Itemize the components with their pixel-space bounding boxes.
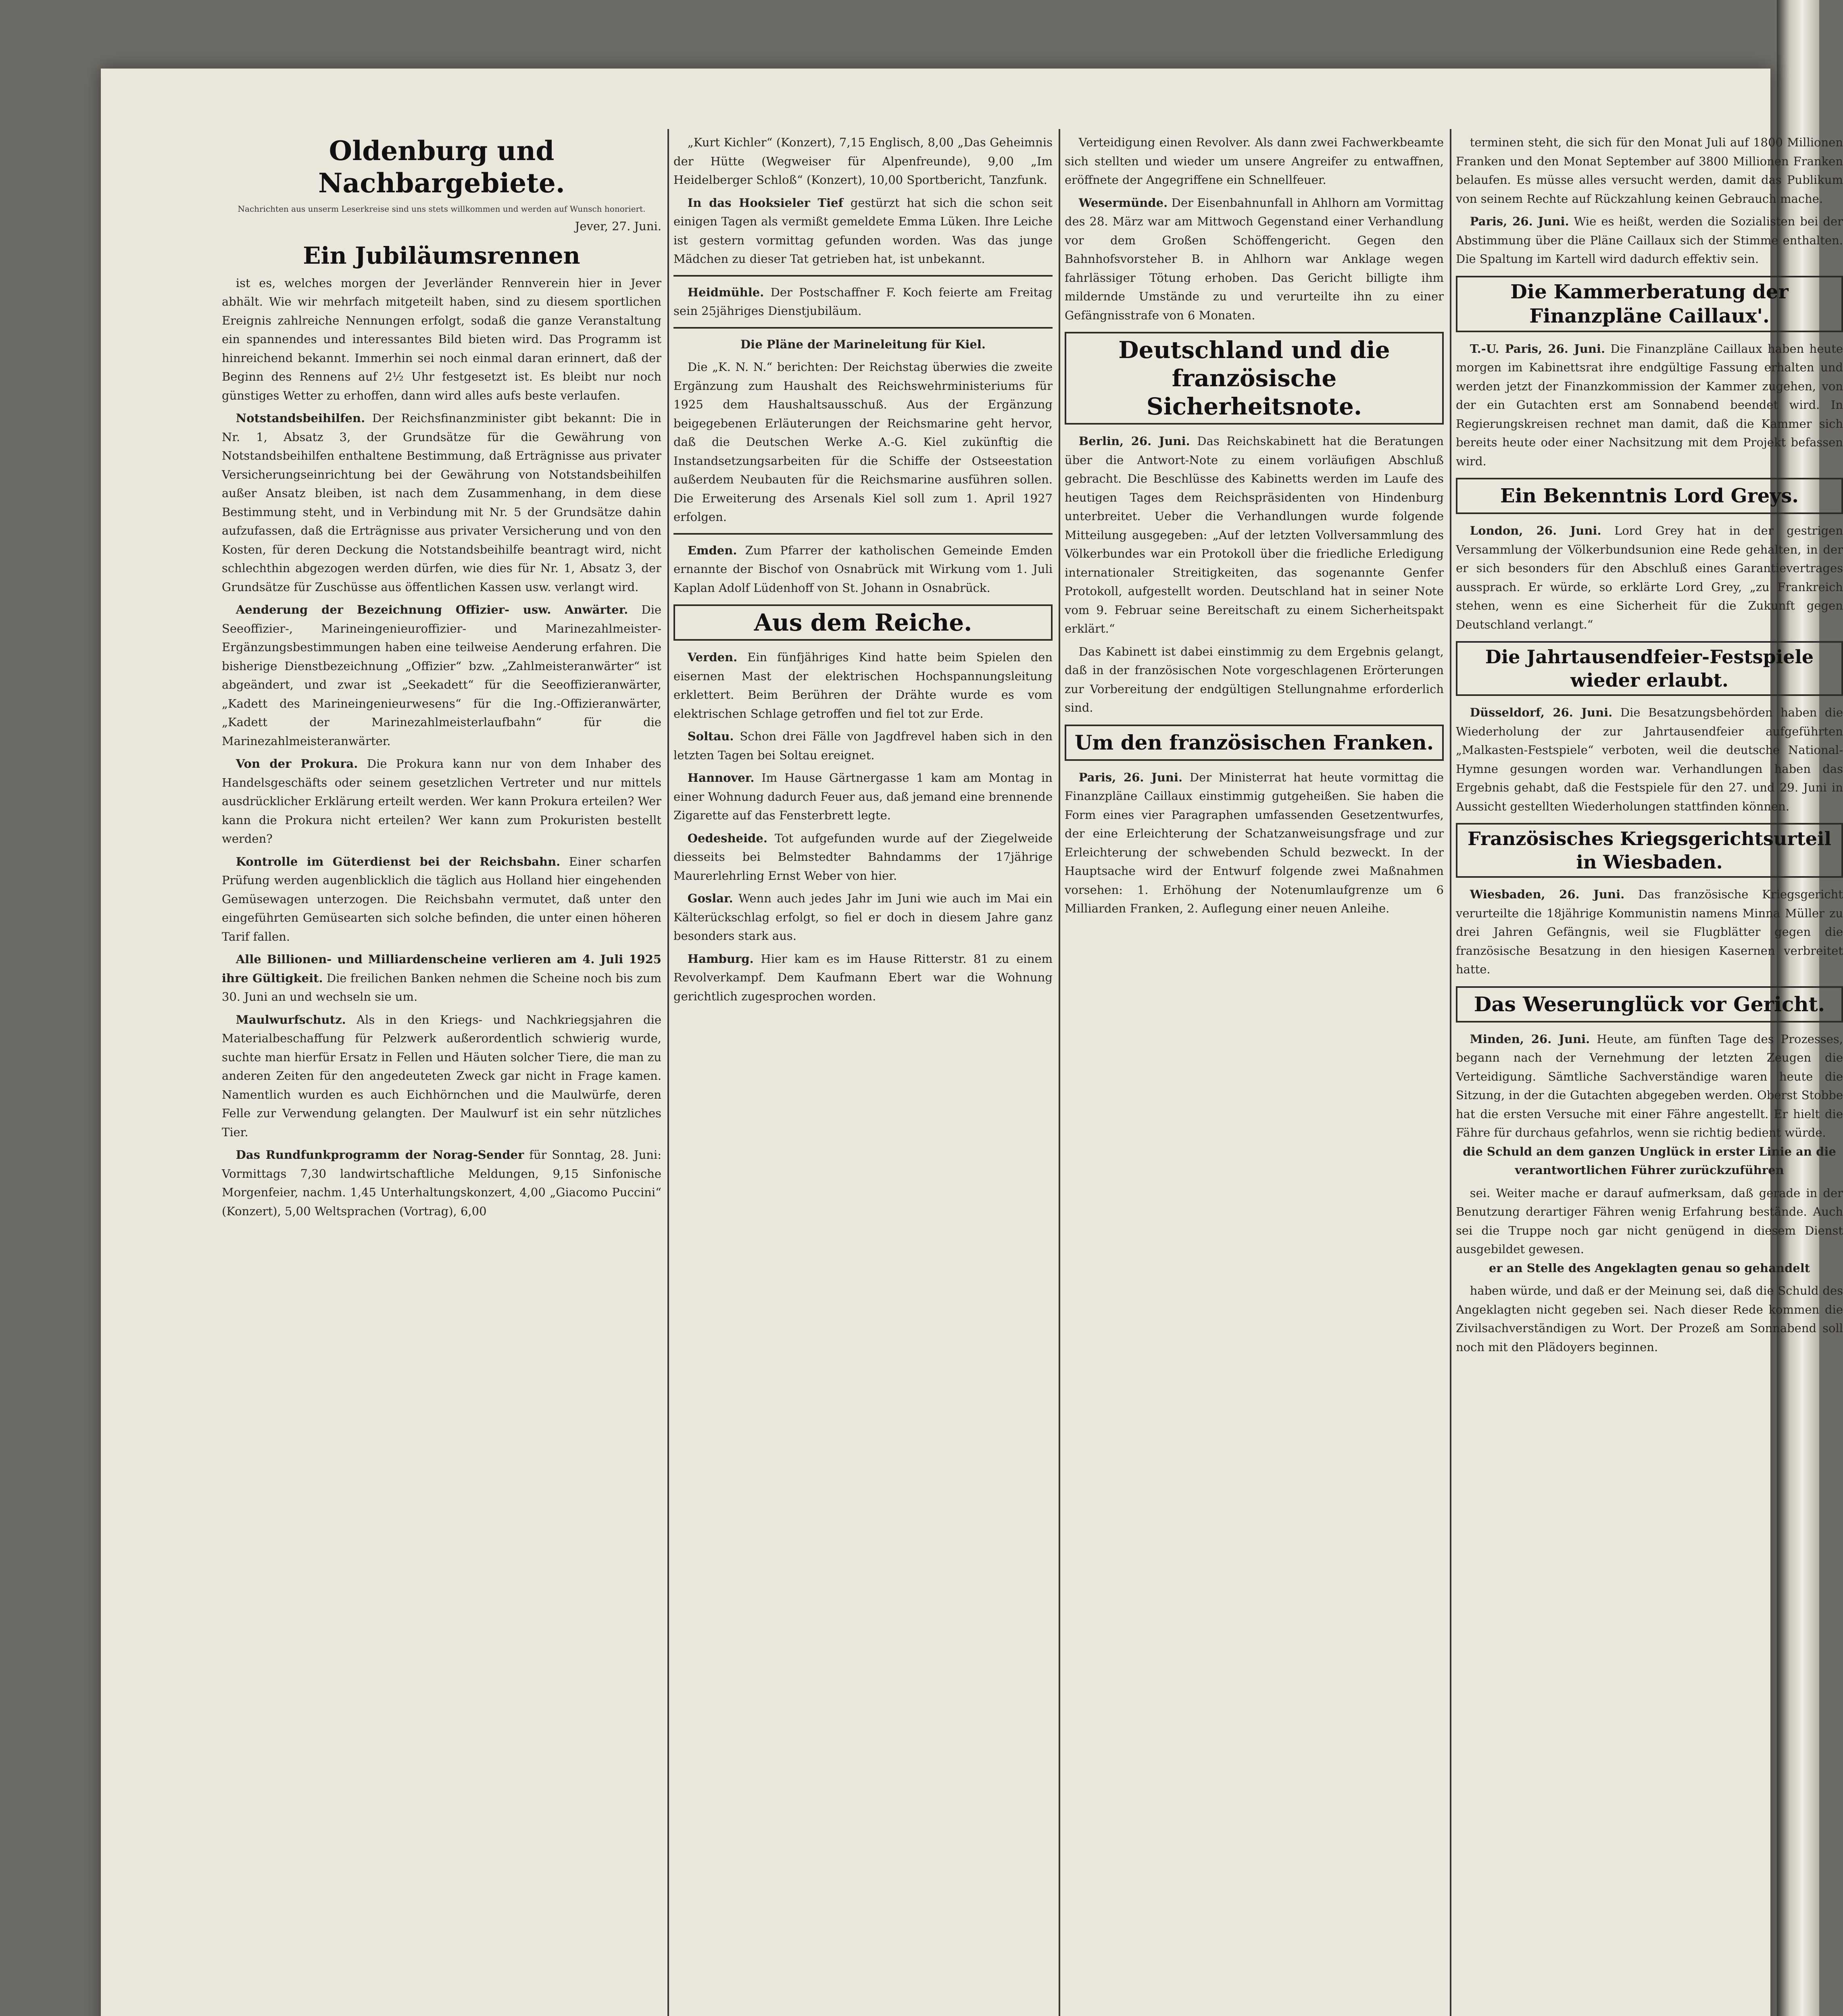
item-text: Im Hause Gärtnergasse 1 kam am Montag in einer Wohnung dadurch Feuer aus, daß jemand eine brennende Zigarette auf das Fensterbrett legte. bbox=[673, 771, 1053, 822]
news-item bbox=[1456, 1030, 1843, 1142]
item-title: Von der Prokura. bbox=[236, 757, 358, 771]
article-text: haben würde, und daß er der Meinung sei, daß die Schuld des Angeklagten nicht gegeben sei. Nach dieser Rede kommen die Zivilsachverständigen zu Wort. Der Prozeß am Sonnabend soll noch mit den Plädoyers beginnen. bbox=[1456, 1284, 1843, 1354]
article-text: Verteidigung einen Revolver. Als dann zwei Fachwerkbeamte sich stellten und wieder um unsere Angreifer zu entwaffnen, eröffnete der Angegriffene ein Schnellfeuer. bbox=[1065, 135, 1444, 187]
section-title: Ein Bekenntnis Lord Greys. bbox=[1500, 485, 1799, 507]
section-title-box bbox=[1065, 725, 1444, 761]
column-2 bbox=[673, 129, 1053, 2016]
article-text: terminen steht, die sich für den Monat Juli auf 1800 Millionen Franken und den Monat September auf 3800 Millionen Franken belaufen. Es müsse alles versucht werden, damit das Publikum von seinem Rechte auf Rückzahlung keinen Gebrauch mache. bbox=[1456, 135, 1843, 206]
item-text: Schon drei Fälle von Jagdfrevel haben sich in den letzten Tagen bei Soltau ereignet. bbox=[673, 729, 1053, 762]
item-text: Die Seeoffizier-, Marineingenieuroffizier- und Marinezahlmeister-Ergänzungsbestimmungen haben eine teilweise Aenderung erfahren. Die bisherige Dienstbezeichnung „Offizier“ bzw. „Zahlmeisteranwärter“ ist abgeändert, und zwar ist „Seekadett“ für die Seeoffizieranwärter, „Kadett des Marineingenieurwesens“ für die Ing.-Offizieranwärter, „Kadett der Marinezahlmeisterlaufbahn“ für die Marinezahlmeisteranwärter. bbox=[222, 603, 662, 748]
section-title-box bbox=[673, 604, 1053, 641]
emphasis-line: die Schuld an dem ganzen Unglück in erster Linie an die verantwortlichen Führer zurückzuführen bbox=[1463, 1144, 1836, 1177]
section-masthead: Oldenburg und Nachbargebiete. bbox=[318, 135, 565, 199]
news-item bbox=[1065, 432, 1444, 638]
section-title-box bbox=[1456, 478, 1843, 514]
article-text: Die „K. N. N.“ berichten: Der Reichstag überwies die zweite Ergänzung zum Haushalt des Reichswehrministeriums für 1925 dem Haushaltsausschuß. Aus der Ergänzung beigegebenen Erläuterungen der Reichsmarine geht hervor, daß die Deutschen Werke A.-G. Kiel zukünftig die Instandsetzungsarbeiten für die Schiffe der Ostseestation außerdem Neubauten für die Reichsmarine ausführen sollen. Die Erweiterung des Arsenals Kiel soll zum 1. April 1927 erfolgen. bbox=[673, 360, 1053, 524]
section-title: Aus dem Reiche. bbox=[754, 609, 972, 636]
column-rule bbox=[1450, 129, 1451, 2016]
column-4 bbox=[1456, 129, 1843, 2016]
item-title: Emden. bbox=[687, 543, 737, 557]
item-title: Maulwurfschutz. bbox=[236, 1012, 346, 1027]
item-text: Ein fünfjähriges Kind hatte beim Spielen den eisernen Mast der elektrischen Hochspannungsleitung erklettert. Beim Berühren der Drähte wurde es vom elektrischen Schlage getroffen und fiel tot zur Erde. bbox=[673, 650, 1053, 721]
separator bbox=[673, 327, 1053, 329]
column-rule bbox=[1059, 129, 1060, 2016]
item-text: Lord Grey hat in der gestrigen Versammlung der Völkerbundsunion eine Rede gehalten, in der er sich besonders für den Abschluß eines Garantievertrages aussprach. Er würde, so erklärte Lord Grey, „zu Frankreich stehen, wenn es eine Sicherheit für die Zukunft gegen Deutschland verlangt.“ bbox=[1456, 524, 1843, 631]
news-item bbox=[1456, 339, 1843, 471]
news-item bbox=[222, 600, 661, 750]
item-text: Die Finanzpläne Caillaux haben heute morgen im Kabinettsrat ihre endgültige Fassung erhalten und werden jetzt der Finanzkommission der Kammer zugehen, von der ein Gutachten erst am Sonnabend beendet wird. In Regierungskreisen rechnet man damit, daß die Kammer sich bereits heute oder einer Nachsitzung mit dem Projekt befassen wird. bbox=[1456, 342, 1843, 468]
item-text: Zum Pfarrer der katholischen Gemeinde Emden ernannte der Bischof von Osnabrück mit Wirkung vom 1. Juli Kaplan Adolf Lüdenhoff von St. Johann in Osnabrück. bbox=[673, 543, 1053, 595]
item-title: Heidmühle. bbox=[687, 285, 764, 299]
dateline: Berlin, 26. Juni. bbox=[1078, 434, 1190, 448]
item-text: Wenn auch jedes Jahr im Juni wie auch im Mai ein Kälterückschlag erfolgt, so fiel er doch in diesem Jahre ganz besonders stark aus. bbox=[673, 891, 1053, 943]
dateline: Düsseldorf, 26. Juni. bbox=[1470, 706, 1613, 719]
news-item bbox=[673, 648, 1053, 723]
item-text: Einer scharfen Prüfung werden augenblicklich die täglich aus Holland hier eingehenden Gemüsewagen unterzogen. Die Reichsbahn vermutet, daß unter den eingeführten Gemüsearten sich solche befinden, die unter einen höheren Tarif fallen. bbox=[222, 854, 661, 943]
section-title-box bbox=[1065, 332, 1444, 425]
item-title: Das Rundfunkprogramm der Norag-Sender bbox=[236, 1148, 524, 1162]
news-item bbox=[1065, 194, 1444, 325]
item-text: Der Reichsfinanzminister gibt bekannt: Die in Nr. 1, Absatz 3, der Grundsätze für die Gewährung von Notstandsbeihilfen enthaltene Bestimmung, daß Erträgnisse aus privater Versicherungseinrichtung bei der Gewährung von Notstandsbeihilfen außer Ansatz bleiben, ist nach dem Zusammenhang, in dem diese Bestimmung steht, und in Verbindung mit Nr. 5 der Grundsätze dahin aufzufassen, daß die Erträgnisse aus privater Versicherung und von den Kosten, für deren Deckung die Notstandsbeihilfe beantragt wird, nicht schlechthin abgezogen werden dürfen, wie dies für Nr. 1, Absatz 3, der Grundsätze für Zuschüsse aus öffentlichen Kassen usw. verlangt wird. bbox=[222, 411, 661, 594]
news-item bbox=[1456, 885, 1843, 979]
news-item bbox=[222, 852, 661, 946]
news-item bbox=[673, 194, 1053, 269]
article-lead: ist es, welches morgen der Jeverländer Rennverein hier in Jever abhält. Wie wir mehrfach mitgeteilt haben, sind zu diesem sportlichen Ereignis zahlreiche Nennungen erfolgt, sodaß die ganze Veranstaltung ein spannendes und interessantes Bild bieten wird. Das Programm ist hinreichend bekannt. Immerhin sei noch einmal daran erinnert, daß der Beginn des Rennens auf 2½ Uhr festgesetzt ist. Es bleibt nur noch günstiges Wetter zu erhoffen, dann wird alles aufs beste verlaufen. bbox=[222, 276, 661, 402]
item-text: Wie es heißt, werden die Sozialisten bei der Abstimmung über die Pläne Caillaux sich der Stimme enthalten. Die Spaltung im Kartell wird dadurch effektiv sein. bbox=[1456, 215, 1843, 266]
dateline: Paris, 26. Juni. bbox=[1078, 770, 1183, 784]
item-text: für Sonntag, 28. Juni: Vormittags 7,30 landwirtschaftliche Meldungen, 9,15 Sinfonische Morgenfeier, nachm. 1,45 Unterhaltungskonzert, 4,00 „Giacomo Puccini“ (Konzert), 5,00 Weltsprachen (Vortrag), 6,00 bbox=[222, 1148, 662, 1218]
news-item bbox=[673, 950, 1053, 1006]
column-3 bbox=[1065, 129, 1444, 2016]
item-text: Heute, am fünften Tage des Prozesses, begann nach der Vernehmung der letzten Zeugen die Verteidigung. Sämtliche Sachverständige waren heute die Sitzung, in der die Gutachten abgegeben werden. Oberst Stobbe hat die ersten Versuche mit einer Fähre angestellt. Er hielt die Fähre für durchaus gefahrlos, wenn sie richtig bedient würde. bbox=[1456, 1032, 1843, 1139]
news-item bbox=[1065, 768, 1444, 918]
news-item bbox=[222, 754, 661, 848]
dateline: London, 26. Juni. bbox=[1470, 524, 1601, 537]
news-item bbox=[673, 283, 1053, 321]
article-title: Ein Jubiläumsrennen bbox=[303, 242, 580, 269]
section-title: Die Jahrtausendfeier-Festspiele wieder erlaubt. bbox=[1485, 646, 1814, 691]
news-item bbox=[673, 541, 1053, 598]
news-item bbox=[222, 1145, 661, 1220]
section-title-box bbox=[1456, 641, 1843, 696]
separator bbox=[673, 533, 1053, 535]
item-title: Hannover. bbox=[687, 771, 755, 785]
column-1 bbox=[222, 129, 661, 2016]
news-item bbox=[1456, 212, 1843, 269]
item-title: Kontrolle im Güterdienst bei der Reichsbahn. bbox=[236, 854, 561, 868]
newspaper-page bbox=[101, 69, 1843, 2016]
news-item bbox=[1456, 521, 1843, 634]
item-title: Wesermünde. bbox=[1078, 196, 1168, 210]
section-title: Das Weserunglück vor Gericht. bbox=[1474, 992, 1825, 1016]
article-text: sei. Weiter mache er darauf aufmerksam, daß gerade in der Benutzung derartiger Fähren wenig Erfahrung bestände. Auch sei die Truppe noch gar nicht genügend in diesem Dienst ausgebildet gewesen. bbox=[1456, 1186, 1843, 1256]
section-title-box bbox=[1456, 276, 1843, 332]
news-item bbox=[1456, 703, 1843, 816]
item-title: Goslar. bbox=[687, 891, 733, 905]
item-title: Oedesheide. bbox=[687, 831, 767, 845]
item-text: Als in den Kriegs- und Nachkriegsjahren die Materialbeschaffung für Pelzwerk außerordentlich schwierig wurde, suchte man hierfür Ersatz in Fellen und Häuten solcher Tiere, die man zu anderen Zeiten für den angedeuteten Zweck gar nicht in Frage kamen. Namentlich wurden es auch Eichhörnchen und die Maulwürfe, deren Felle zur Verwendung gelangten. Der Maulwurf ist ein sehr nützliches Tier. bbox=[222, 1012, 661, 1139]
section-title-box bbox=[1456, 823, 1843, 878]
dateline: Paris, 26. Juni. bbox=[1470, 215, 1569, 228]
dateline: Wiesbaden, 26. Juni. bbox=[1470, 887, 1625, 901]
item-text: Die Besatzungsbehörden haben die Wiederholung der zur Jahrtausendfeier aufgeführten „Malkasten-Festspiele“ verboten, weil die deutsche National-Hymne gesungen worden war. Verhandlungen haben das Ergebnis gehabt, daß die Festspiele für den 27. und 29. Juni in Aussicht gestellten Wiederholungen stattfinden können. bbox=[1456, 706, 1843, 813]
section-title: Die Kammerberatung der Finanzpläne Caillaux'. bbox=[1510, 280, 1789, 327]
item-title: Hamburg. bbox=[687, 952, 754, 966]
item-title: Verden. bbox=[687, 650, 738, 664]
masthead-note: Nachrichten aus unserm Leserkreise sind uns stets willkommen und werden auf Wunsch honoriert. bbox=[238, 204, 646, 214]
section-title-box bbox=[1456, 986, 1843, 1023]
item-title: Alle Billionen- und Milliardenscheine verlieren am 4. Juli 1925 ihre Gültigkeit. bbox=[222, 952, 661, 985]
section-title: Um den französischen Franken. bbox=[1074, 730, 1434, 754]
item-title: In das Hooksieler Tief bbox=[687, 196, 844, 210]
item-text: Das französische Kriegsgericht verurteilte die 18jährige Kommunistin namens Minna Müller zu drei Jahren Gefängnis, weil sie Flugblätter gegen die französische Besatzung in den hiesigen Kasernen verbreitet hatte. bbox=[1456, 887, 1843, 976]
radio-program-continued: „Kurt Kichler“ (Konzert), 7,15 Englisch, 8,00 „Das Geheimnis der Hütte (Wegweiser für Alpenfreunde), 9,00 „Im Heidelberger Schloß“ (Konzert), 10,00 Sportbericht, Tanzfunk. bbox=[673, 135, 1053, 187]
article-text: Das Kabinett ist dabei einstimmig zu dem Ergebnis gelangt, daß in der französischen Note vorgeschlagenen Erörterungen zur Vorbereitung der endgültigen Stellungnahme erforderlich sind. bbox=[1065, 644, 1444, 714]
news-item bbox=[673, 727, 1053, 764]
item-text: gestürzt hat sich die schon seit einigen Tagen als vermißt gemeldete Emma Lüken. Ihre Leiche ist gestern vormittag gefunden worden. Was das junge Mädchen zu dieser Tat getrieben hat, ist unbekannt. bbox=[673, 196, 1053, 266]
item-text: Der Ministerrat hat heute vormittag die Finanzpläne Caillaux einstimmig gutgeheißen. Sie haben die Form eines vier Paragraphen umfassenden Gesetzentwurfes, der eine Erleichterung der Schatzanweisungsfrage und zur Erleichterung der schwebenden Schuld bezweckt. In der Hauptsache wird der Entwurf folgende zwei Maßnahmen vorsehen: 1. Erhöhung der Notenumlaufgrenze um 6 Milliarden Franken, 2. Auflegung einer neuen Anleihe. bbox=[1065, 770, 1444, 915]
item-text: Die Prokura kann nur von dem Inhaber des Handelsgeschäfts oder seinem gesetzlichen Vertreter und nur mittels ausdrücklicher Erklärung erteilt werden. Wer kann Prokura erteilen? Wer kann die Prokura nicht erteilen? Wer kann zum Prokuristen bestellt werden? bbox=[222, 757, 661, 846]
item-text: Der Eisenbahnunfall in Ahlhorn am Vormittag des 28. März war am Mittwoch Gegenstand einer Verhandlung vor dem Großen Schöffengericht. Gegen den Bahnhofsvorsteher B. in Ahlhorn war Anklage wegen fahrlässiger Tötung erhoben. Das Gericht billigte ihm mildernde Umstände zu und verurteilte ihn zu einer Gefängnisstrafe von 6 Monaten. bbox=[1065, 196, 1444, 322]
item-title: Notstandsbeihilfen. bbox=[236, 411, 365, 425]
dateline: Jever, 27. Juni. bbox=[575, 219, 661, 233]
emphasis-line: er an Stelle des Angeklagten genau so gehandelt bbox=[1489, 1261, 1810, 1275]
news-item bbox=[222, 950, 661, 1006]
separator bbox=[673, 275, 1053, 277]
dateline: Minden, 26. Juni. bbox=[1470, 1032, 1590, 1046]
article-title: Die Pläne der Marineleitung für Kiel. bbox=[740, 337, 986, 351]
item-text: Hier kam es im Hause Ritterstr. 81 zu einem Revolverkampf. Dem Kaufmann Ebert war die Wohnung gerichtlich zugesprochen worden. bbox=[673, 952, 1053, 1003]
item-title: Soltau. bbox=[687, 729, 734, 743]
item-text: Das Reichskabinett hat die Beratungen über die Antwort-Note zu einem vorläufigen Abschluß gebracht. Die Beschlüsse des Kabinetts werden im Laufe des heutigen Tages dem Reichspräsidenten von Hindenburg unterbreitet. Ueber die Verhandlungen wurde folgende Mitteilung ausgegeben: „Auf der letzten Vollversammlung des Völkerbundes war ein Protokoll über die friedliche Erledigung internationaler Streitigkeiten, das sogenannte Genfer Protokoll, aufgestellt worden. Deutschland hat in seiner Note vom 9. Februar seine Bereitschaft zu einem Sicherheitspakt erklärt.“ bbox=[1065, 434, 1444, 635]
item-title: Aenderung der Bezeichnung Offizier- usw. Anwärter. bbox=[236, 603, 628, 616]
news-item bbox=[673, 889, 1053, 946]
section-title: Deutschland und die französische Sicherheitsnote. bbox=[1118, 336, 1390, 420]
news-item bbox=[222, 409, 661, 596]
news-item bbox=[222, 1010, 661, 1142]
section-title: Französisches Kriegsgerichtsurteil in Wiesbaden. bbox=[1468, 828, 1831, 873]
column-rule bbox=[667, 129, 669, 2016]
item-text: Der Postschaffner F. Koch feierte am Freitag sein 25jähriges Dienstjubiläum. bbox=[673, 285, 1053, 318]
news-item bbox=[673, 768, 1053, 825]
news-item bbox=[673, 829, 1053, 885]
item-text: Die freilichen Banken nehmen die Scheine noch bis zum 30. Juni an und wechseln sie um. bbox=[222, 971, 661, 1004]
item-text: Tot aufgefunden wurde auf der Ziegelweide diesseits bei Belmstedter Bahndamms der 17jährige Maurerlehrling Ernst Weber von hier. bbox=[673, 831, 1053, 883]
dateline: T.-U. Paris, 26. Juni. bbox=[1470, 342, 1605, 356]
